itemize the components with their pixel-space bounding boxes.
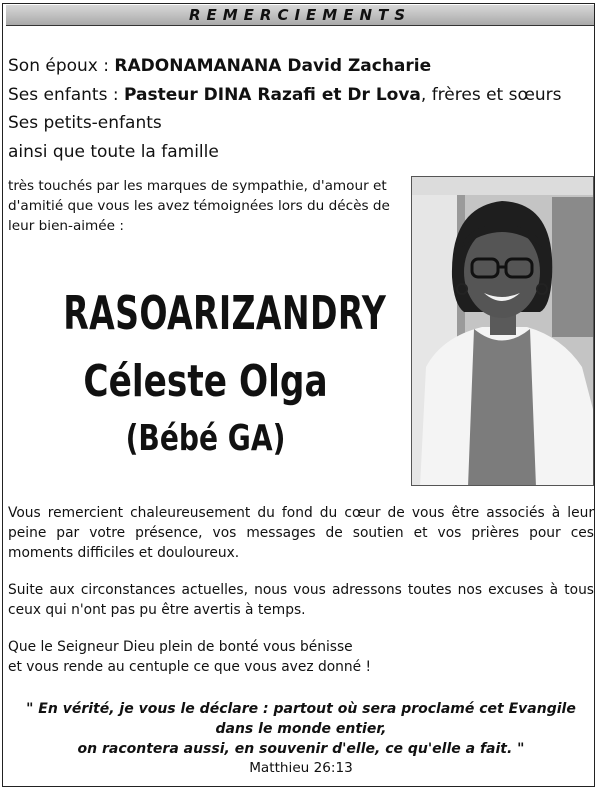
deceased-surname: RASOARIZANDRY — [63, 286, 387, 340]
portrait-photo — [411, 176, 594, 486]
bible-quote — [8, 699, 594, 759]
thanks-paragraph: Vous remercient chaleureusement du fond du cœur de vous être associés à leur peine par votre présence, vos messages de soutien et vos prières pour ces moments difficiles et douloureux. — [8, 505, 594, 561]
blessing-line: Que le Seigneur Dieu plein de bonté vous bénisse — [8, 639, 353, 655]
family-line: ainsi que toute la famille — [8, 141, 219, 162]
family-list — [8, 52, 593, 166]
banner-title: REMERCIEMENTS — [188, 6, 412, 24]
spouse-line: Son époux : RADONAMANANA David Zacharie — [8, 56, 432, 76]
deceased-given-names: Céleste Olga — [83, 356, 328, 407]
blessing-line: et vous rende au centuple ce que vous avez donné ! — [8, 659, 372, 675]
quote-line: dans le monde entier, — [215, 721, 387, 737]
children-line: Ses enfants : Pasteur DINA Razafi et Dr Lova, frères et sœurs — [8, 84, 562, 105]
children-names: Pasteur DINA Razafi et Dr Lova — [123, 84, 421, 105]
apology-paragraph: Suite aux circonstances actuelles, nous vous adressons toutes nos excuses à tous ceux qui n'ont pas pu être avertis à temps. — [8, 582, 594, 618]
grandchildren-line: Ses petits-enfants — [8, 113, 162, 133]
spouse-name: RADONAMANANA David Zacharie — [114, 56, 432, 76]
blessing-paragraph — [8, 637, 594, 677]
quote-line: on racontera aussi, en souvenir d'elle, ce qu'elle a fait. " — [77, 741, 525, 757]
deceased-nickname: (Bébé GA) — [125, 418, 286, 459]
intro-text: très touchés par les marques de sympathie, d'amour et d'amitié que vous les avez témoignées lors du décès de leur bien-aimée : — [8, 178, 390, 234]
quote-reference: Matthieu 26:13 — [249, 760, 353, 776]
header-banner — [6, 5, 594, 26]
quote-line: " En vérité, je vous le déclare : partout où sera proclamé cet Evangile — [26, 701, 576, 717]
